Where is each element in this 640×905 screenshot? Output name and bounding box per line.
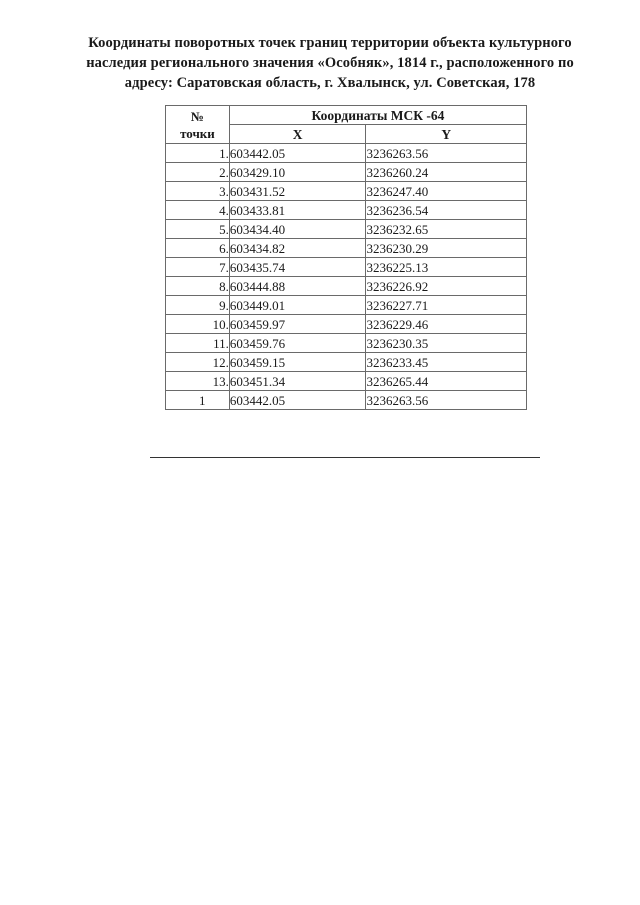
point-number: 2. (166, 163, 230, 182)
y-coordinate: 3236230.29 (366, 239, 527, 258)
document-title (60, 33, 600, 93)
y-coordinate: 3236230.35 (366, 334, 527, 353)
point-number: 11. (166, 334, 230, 353)
x-coordinate: 603442.05 (229, 144, 366, 163)
point-number: 9. (166, 296, 230, 315)
point-number: 1. (166, 144, 230, 163)
coordinates-group-header: Координаты МСК -64 (229, 106, 526, 125)
point-number: 8. (166, 277, 230, 296)
y-column-header: Y (366, 125, 527, 144)
point-number-header (166, 106, 230, 144)
table-row (166, 296, 527, 315)
x-coordinate: 603431.52 (229, 182, 366, 201)
y-coordinate: 3236236.54 (366, 201, 527, 220)
y-coordinate: 3236260.24 (366, 163, 527, 182)
y-coordinate: 3236247.40 (366, 182, 527, 201)
x-column-header: X (229, 125, 366, 144)
point-number: 1 (166, 391, 230, 410)
point-number: 4. (166, 201, 230, 220)
point-number: 7. (166, 258, 230, 277)
point-number-label: точки (180, 125, 215, 141)
table-row (166, 258, 527, 277)
point-number: 12. (166, 353, 230, 372)
table-row (166, 163, 527, 182)
x-coordinate: 603435.74 (229, 258, 366, 277)
table-row (166, 201, 527, 220)
table-row (166, 315, 527, 334)
x-coordinate: 603442.05 (229, 391, 366, 410)
horizontal-rule (150, 457, 540, 458)
table-row (166, 391, 527, 410)
table-row (166, 239, 527, 258)
x-coordinate: 603459.76 (229, 334, 366, 353)
point-number: 6. (166, 239, 230, 258)
table-row (166, 372, 527, 391)
coordinates-table (165, 105, 527, 410)
x-coordinate: 603444.88 (229, 277, 366, 296)
point-number: 10. (166, 315, 230, 334)
x-coordinate: 603434.40 (229, 220, 366, 239)
x-coordinate: 603451.34 (229, 372, 366, 391)
title-line: наследия регионального значения «Особняк», 1814 г., расположенного по (86, 55, 574, 71)
point-number: 5. (166, 220, 230, 239)
y-coordinate: 3236263.56 (366, 391, 527, 410)
y-coordinate: 3236263.56 (366, 144, 527, 163)
table-row (166, 144, 527, 163)
x-coordinate: 603459.97 (229, 315, 366, 334)
y-coordinate: 3236225.13 (366, 258, 527, 277)
x-coordinate: 603429.10 (229, 163, 366, 182)
table-row (166, 334, 527, 353)
y-coordinate: 3236265.44 (366, 372, 527, 391)
x-coordinate: 603449.01 (229, 296, 366, 315)
x-coordinate: 603433.81 (229, 201, 366, 220)
x-coordinate: 603459.15 (229, 353, 366, 372)
y-coordinate: 3236227.71 (366, 296, 527, 315)
point-number: 3. (166, 182, 230, 201)
x-coordinate: 603434.82 (229, 239, 366, 258)
title-line: адресу: Саратовская область, г. Хвалынск, ул. Советская, 178 (124, 75, 536, 91)
table-row (166, 277, 527, 296)
table-row (166, 182, 527, 201)
y-coordinate: 3236232.65 (366, 220, 527, 239)
y-coordinate: 3236226.92 (366, 277, 527, 296)
title-line: Координаты поворотных точек границ территории объекта культурного (88, 35, 572, 51)
y-coordinate: 3236229.46 (366, 315, 527, 334)
point-number: 13. (166, 372, 230, 391)
table-row (166, 353, 527, 372)
y-coordinate: 3236233.45 (366, 353, 527, 372)
point-number-symbol: № (190, 108, 204, 124)
table-row (166, 220, 527, 239)
